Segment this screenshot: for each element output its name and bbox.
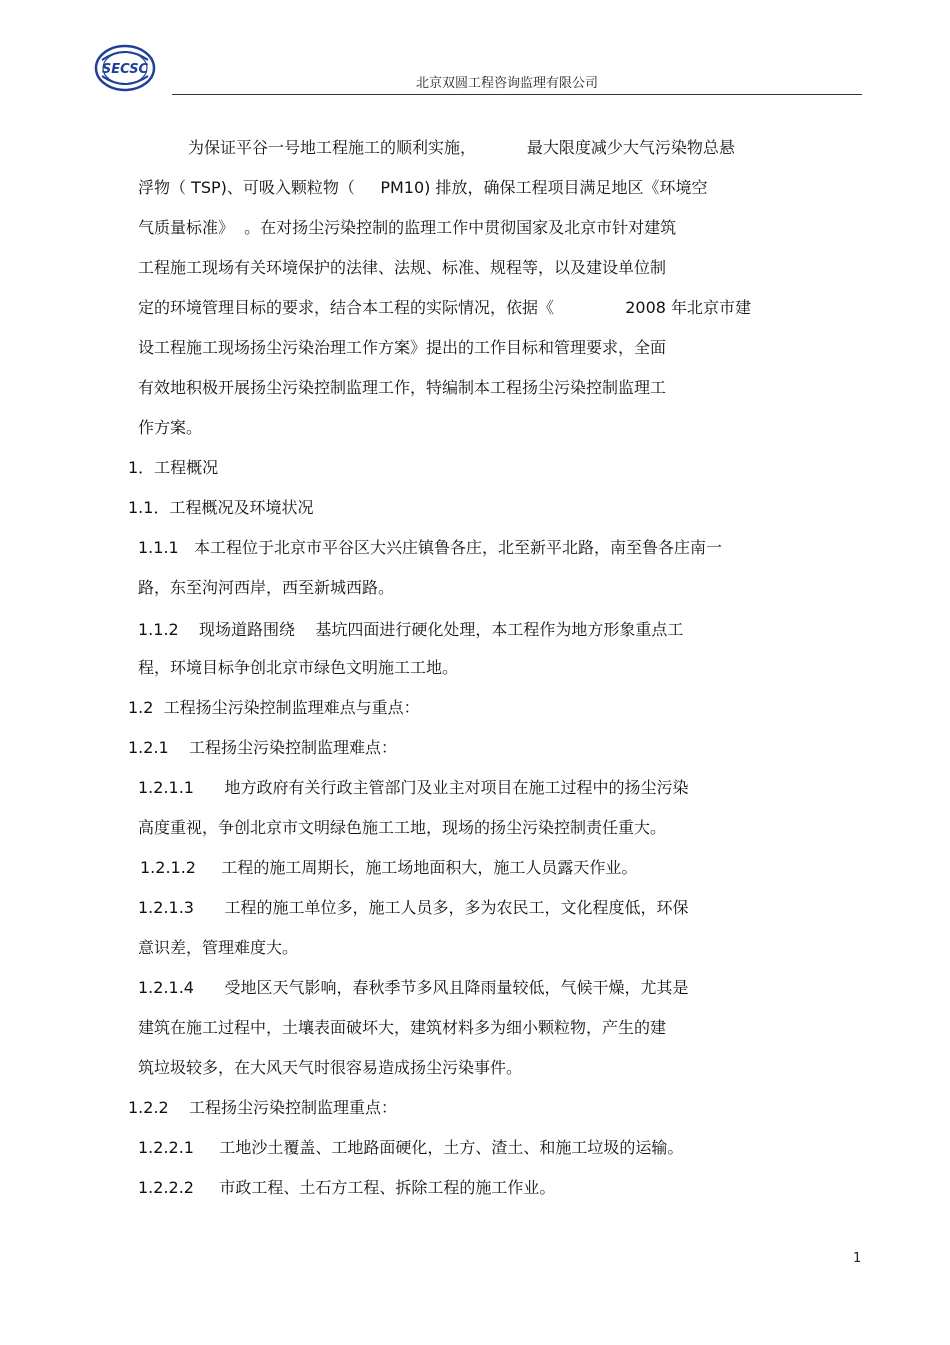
- company-name: 北京双圆工程咨询监理有限公司: [416, 76, 599, 91]
- paragraph-line: 1.1.2 现场道路围绕 基坑四面进行硬化处理，本工程作为地方形象重点工: [138, 620, 684, 639]
- logo-text: SECSC: [101, 62, 149, 77]
- paragraph-line: 工程施工现场有关环境保护的法律、法规、标准、规程等，以及建设单位制: [138, 258, 667, 277]
- paragraph-line: 程，环境目标争创北京市绿色文明施工工地。: [138, 658, 459, 677]
- header-divider: [172, 94, 862, 95]
- section-heading: 1.2.1 工程扬尘污染控制监理难点：: [128, 738, 398, 757]
- paragraph-line: 作方案。: [138, 418, 203, 437]
- section-heading: 1.2 工程扬尘污染控制监理难点与重点：: [128, 698, 420, 717]
- secsc-logo-icon: [92, 38, 158, 98]
- company-logo: [92, 38, 158, 98]
- paragraph-line: 1.2.1.2 工程的施工周期长，施工场地面积大，施工人员露天作业。: [140, 858, 638, 877]
- paragraph-line: 1.2.1.1 地方政府有关行政主管部门及业主对项目在施工过程中的扬尘污染: [138, 778, 689, 797]
- paragraph-line: 1.2.1.3 工程的施工单位多，施工人员多，多为农民工，文化程度低，环保: [138, 898, 689, 917]
- paragraph-line: 意识差，管理难度大。: [138, 938, 299, 957]
- paragraph-line: 浮物（ TSP)、可吸入颗粒物（ PM10) 排放，确保工程项目满足地区《环境空: [138, 178, 708, 197]
- paragraph-line: 1.1.1 本工程位于北京市平谷区大兴庄镇鲁各庄，北至新平北路，南至鲁各庄南一: [138, 538, 722, 557]
- paragraph-line: 1.2.2.2 市政工程、土石方工程、拆除工程的施工作业。: [138, 1178, 556, 1197]
- paragraph-line: 为保证平谷一号地工程施工的顺利实施， 最大限度减少大气污染物总悬: [188, 138, 735, 157]
- page-number: 1: [853, 1251, 862, 1266]
- paragraph-line: 1.2.1.4 受地区天气影响，春秋季节多风且降雨量较低，气候干燥，尤其是: [138, 978, 689, 997]
- paragraph-line: 路，东至泃河西岸，西至新城西路。: [138, 578, 395, 597]
- section-heading: 1．工程概况: [128, 458, 219, 477]
- paragraph-line: 1.2.2.1 工地沙土覆盖、工地路面硬化，土方、渣土、和施工垃圾的运输。: [138, 1138, 684, 1157]
- paragraph-line: 设工程施工现场扬尘污染治理工作方案》提出的工作目标和管理要求，全面: [138, 338, 667, 357]
- paragraph-line: 有效地积极开展扬尘污染控制监理工作，特编制本工程扬尘污染控制监理工: [138, 378, 667, 397]
- paragraph-line: 建筑在施工过程中，土壤表面破坏大，建筑材料多为细小颗粒物，产生的建: [138, 1018, 667, 1037]
- paragraph-line: 气质量标准》 。在对扬尘污染控制的监理工作中贯彻国家及北京市针对建筑: [138, 218, 677, 237]
- paragraph-line: 筑垃圾较多，在大风天气时很容易造成扬尘污染事件。: [138, 1058, 523, 1077]
- paragraph-line: 定的环境管理目标的要求，结合本工程的实际情况，依据《 2008 年北京市建: [138, 298, 752, 317]
- paragraph-line: 高度重视，争创北京市文明绿色施工工地，现场的扬尘污染控制责任重大。: [138, 818, 667, 837]
- section-heading: 1.2.2 工程扬尘污染控制监理重点：: [128, 1098, 398, 1117]
- section-heading: 1.1．工程概况及环境状况: [128, 498, 314, 517]
